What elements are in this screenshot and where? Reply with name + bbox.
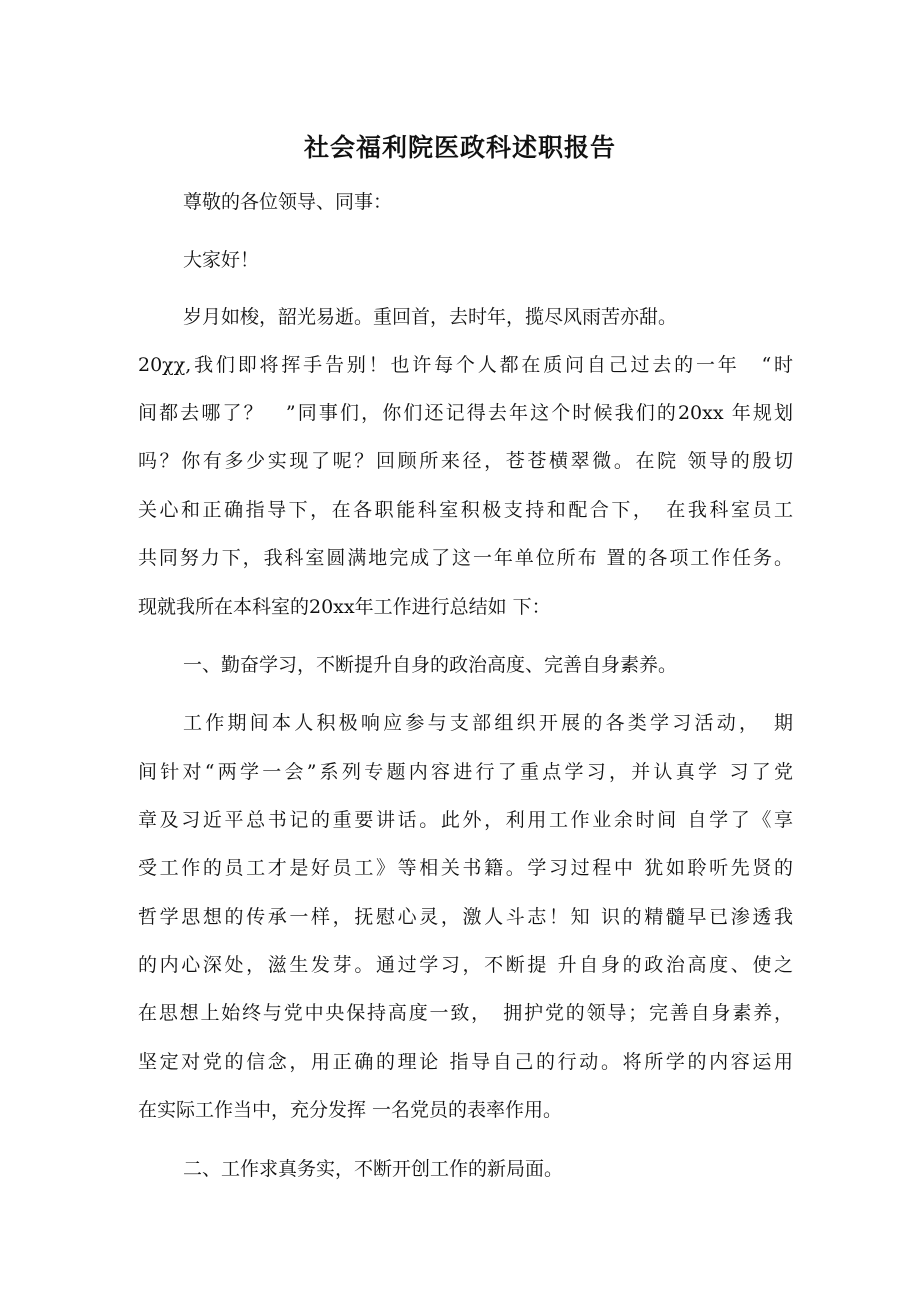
section-1-heading: 一、勤奋学习，不断提升自身的政治高度、完善自身素养。: [183, 654, 678, 676]
section-1-line-6: 的内心深处，滋生发芽。通过学习，不断提 升自身的政治高度、使之: [138, 954, 793, 976]
section-1-line-8: 坚定对党的信念，用正确的理论 指导自己的行动。将所学的内容运用: [138, 1051, 793, 1073]
section-1-line-5: 哲学思想的传承一样，抚慰心灵，激人斗志！知 识的精髓早已渗透我: [138, 906, 793, 928]
intro-line-6: 共同努力下，我科室圆满地完成了这一年单位所布 置的各项工作任务。: [138, 547, 793, 569]
intro-line-2: 20χχ,我们即将挥手告别！也许每个人都在质问自己过去的一年 “时: [138, 354, 793, 376]
section-1-line-2: 间针对“两学一会”系列专题内容进行了重点学习，并认真学 习了党: [138, 761, 793, 783]
document-title: 社会福利院医政科述职报告: [303, 133, 616, 162]
salutation: 尊敬的各位领导、同事：: [183, 191, 393, 213]
section-1-line-1: 工作期间本人积极响应参与支部组织开展的各类学习活动， 期: [183, 712, 793, 734]
intro-line-3: 间都去哪了？ ”同事们，你们还记得去年这个时候我们的20xx 年规划: [138, 402, 793, 424]
section-1-line-7: 在思想上始终与党中央保持高度一致， 拥护党的领导；完善自身素养，: [138, 1002, 793, 1024]
intro-line-4: 吗？你有多少实现了呢？回顾所来径，苍苍横翠微。在院 领导的殷切: [138, 450, 793, 472]
intro-line-5: 关心和正确指导下，在各职能科室积极支持和配合下， 在我科室员工: [138, 499, 793, 521]
section-1-line-9: 在实际工作当中，充分发挥 一名党员的表率作用。: [138, 1099, 563, 1121]
section-2-heading: 二、工作求真务实，不断开创工作的新局面。: [183, 1158, 564, 1180]
intro-line-1: 岁月如梭，韶光易逝。重回首，去时年，揽尽风雨苦亦甜。: [183, 306, 678, 328]
intro-line-7: 现就我所在本科室的20xx年工作进行总结如 下：: [138, 596, 551, 618]
section-1-line-3: 章及习近平总书记的重要讲话。此外，利用工作业余时间 自学了《享: [138, 809, 793, 831]
greeting: 大家好！: [183, 249, 260, 271]
section-1-line-4: 受工作的员工才是好员工》等相关书籍。学习过程中 犹如聆听先贤的: [138, 857, 793, 879]
